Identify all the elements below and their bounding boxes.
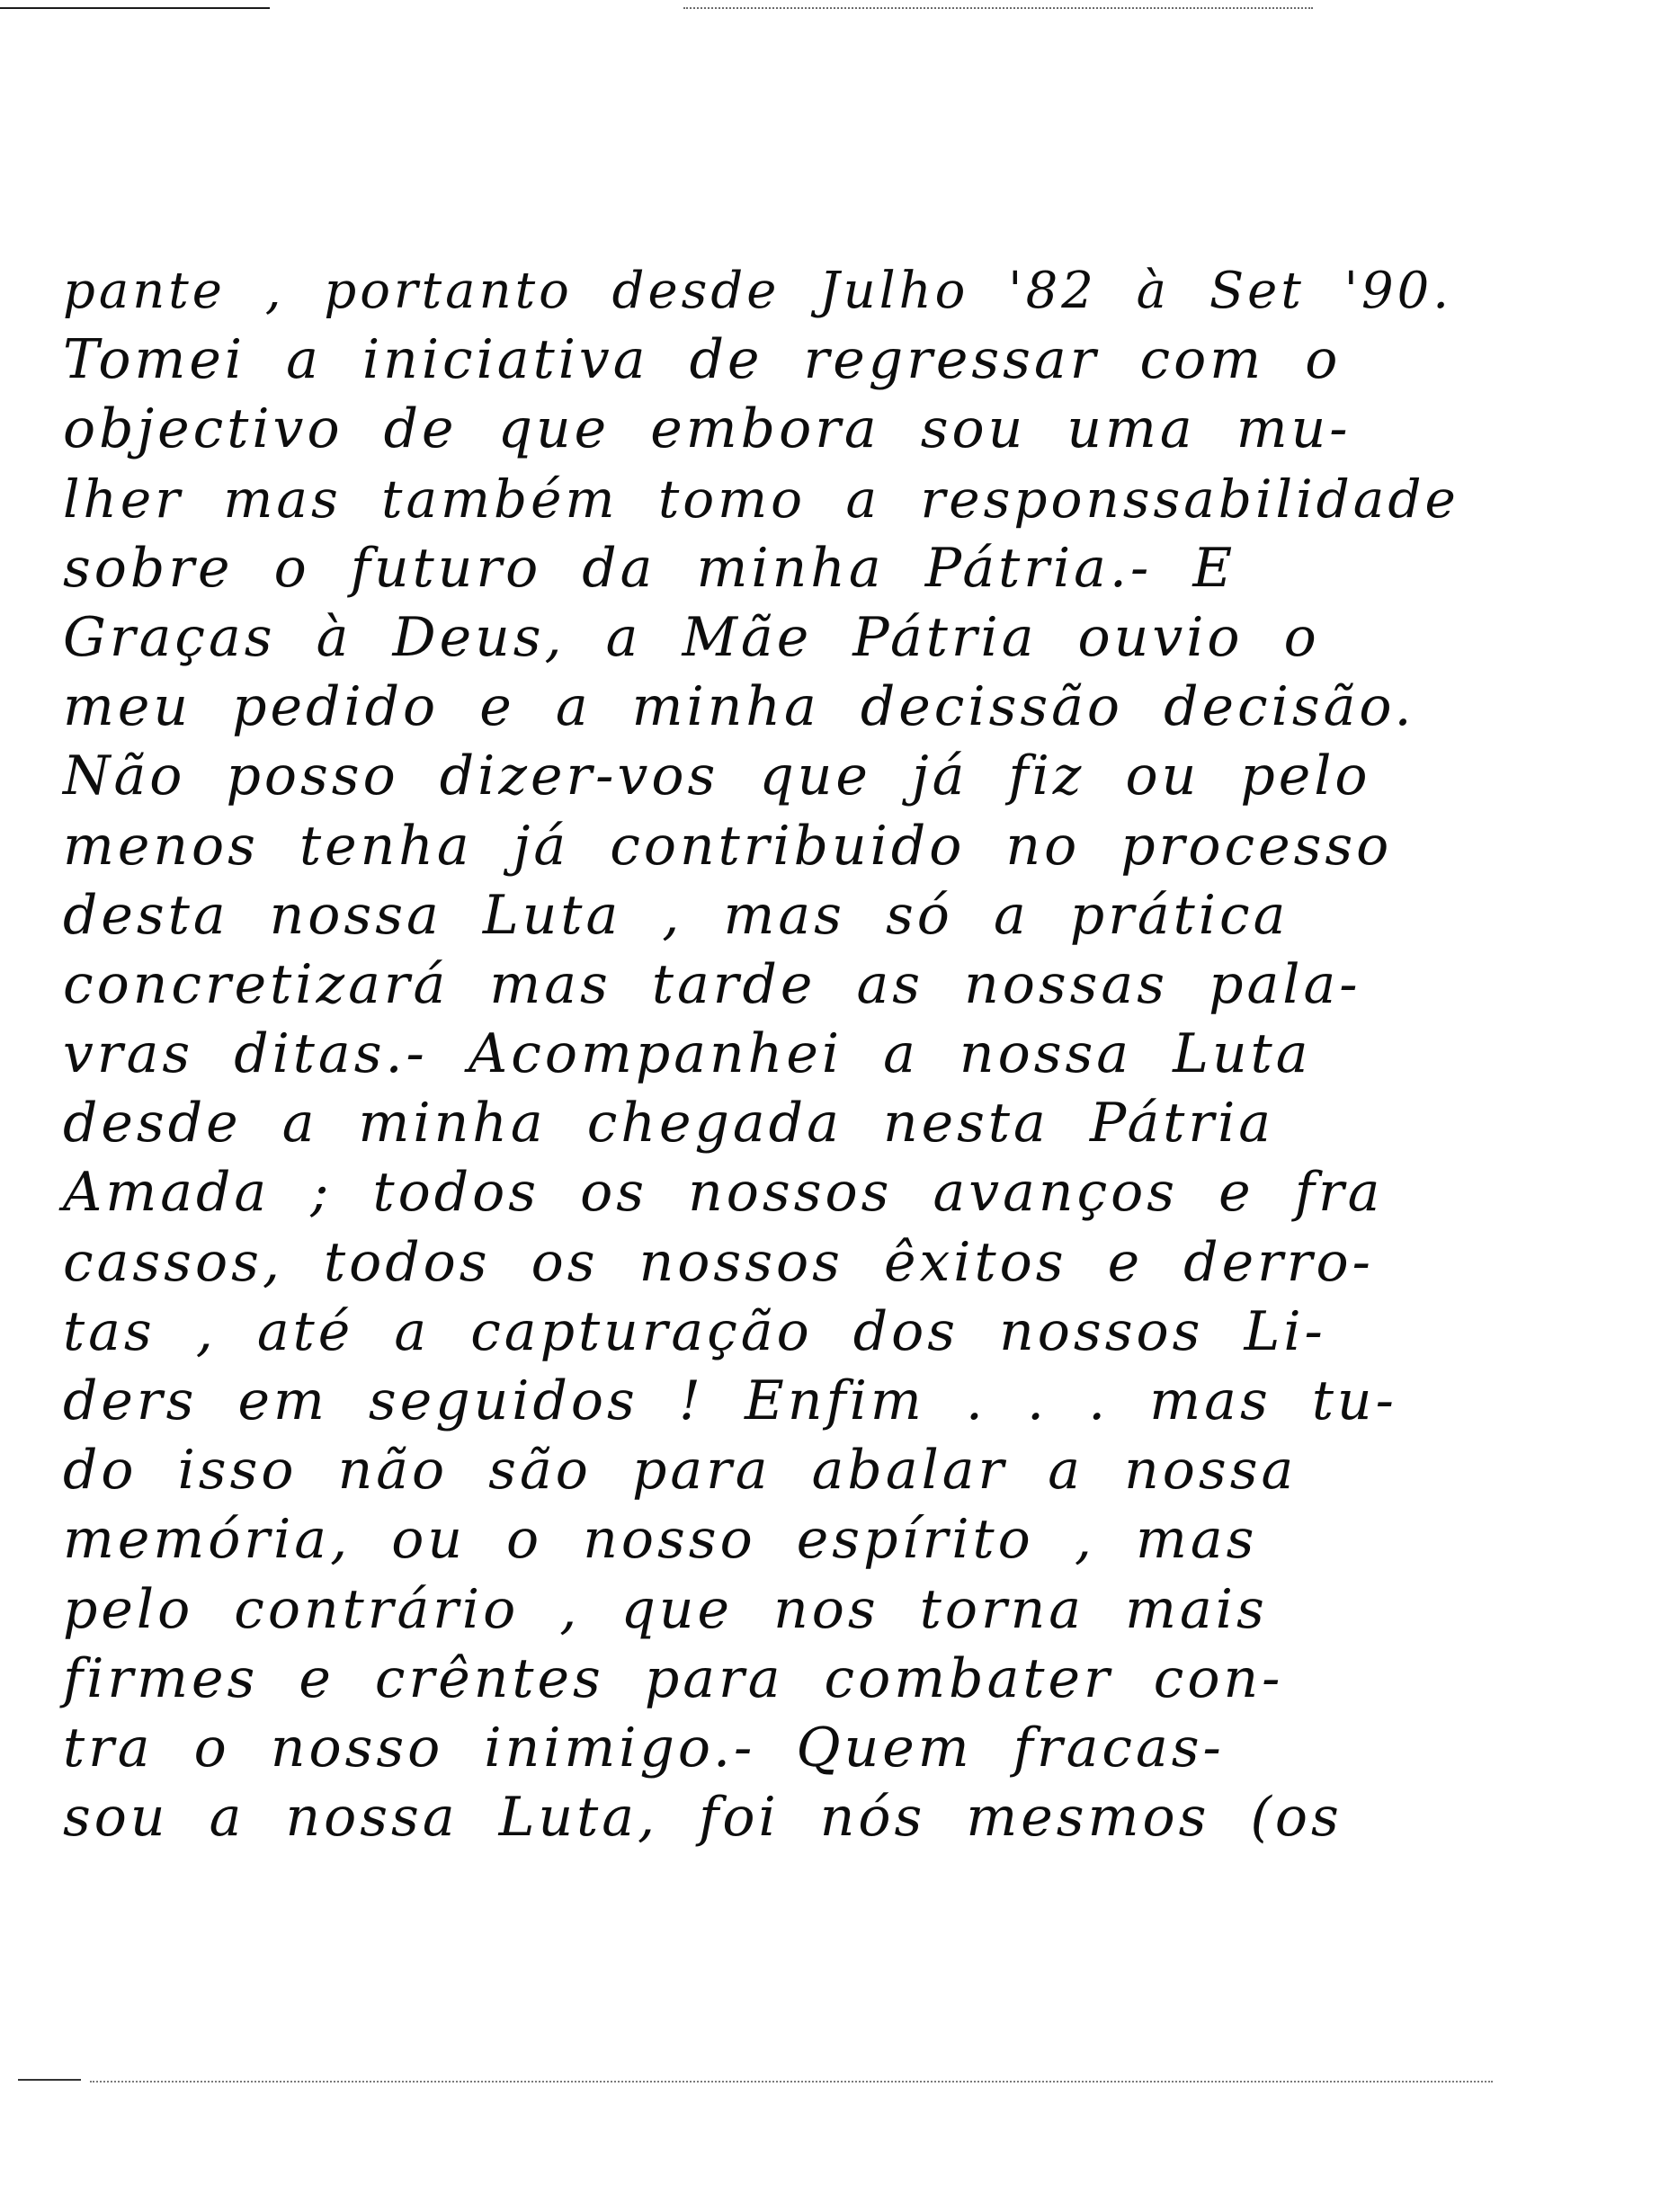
scan-edge-mark (90, 2081, 1493, 2083)
handwritten-line: desta nossa Luta , mas só a prática (63, 883, 1290, 947)
handwritten-line: tra o nosso inimigo.- Quem fracas- (63, 1716, 1225, 1779)
scan-edge-mark (0, 7, 270, 9)
handwritten-line: concretizará mas tarde as nossas pala- (63, 952, 1361, 1016)
handwritten-line: pante , portanto desde Julho '82 à Set '90. (63, 262, 1453, 320)
handwritten-line: memória, ou o nosso espírito , mas (63, 1508, 1258, 1572)
handwritten-line: vras ditas.- Acompanhei a nossa Luta (63, 1022, 1312, 1086)
handwritten-line: do isso não são para abalar a nossa (63, 1439, 1298, 1503)
handwritten-line: lher mas também tomo a responssabilidade (63, 468, 1459, 530)
handwritten-line: sou a nossa Luta, foi nós mesmos (os (63, 1786, 1343, 1850)
scan-edge-mark (18, 2079, 81, 2081)
handwritten-line: menos tenha já contribuido no processo (63, 814, 1393, 878)
handwritten-line: cassos, todos os nossos êxitos e derro- (63, 1230, 1374, 1294)
handwritten-line: ders em seguidos ! Enfim . . . mas tu- (63, 1369, 1397, 1432)
handwritten-line: objectivo de que embora sou uma mu- (63, 397, 1352, 461)
handwritten-line: Não posso dizer-vos que já fiz ou pelo (63, 745, 1371, 808)
handwritten-line: Graças à Deus, a Mãe Pátria ouvio o (63, 605, 1320, 669)
handwritten-letter-body (63, 256, 1466, 2046)
handwritten-line: meu pedido e a minha decissão decisão. (63, 675, 1415, 739)
handwritten-line: tas , até a capturação dos nossos Li- (63, 1299, 1326, 1363)
handwritten-line: desde a minha chegada nesta Pátria (63, 1092, 1275, 1155)
handwritten-line: sobre o futuro da minha Pátria.- E (63, 536, 1236, 600)
handwritten-line: Tomei a iniciativa de regressar com o (63, 328, 1342, 392)
handwritten-line: firmes e crêntes para combater con- (63, 1646, 1284, 1710)
handwritten-line: Amada ; todos os nossos avanços e fra (63, 1161, 1384, 1225)
handwritten-line: pelo contrário , que nos torna mais (63, 1577, 1268, 1641)
scan-edge-mark (683, 7, 1313, 9)
